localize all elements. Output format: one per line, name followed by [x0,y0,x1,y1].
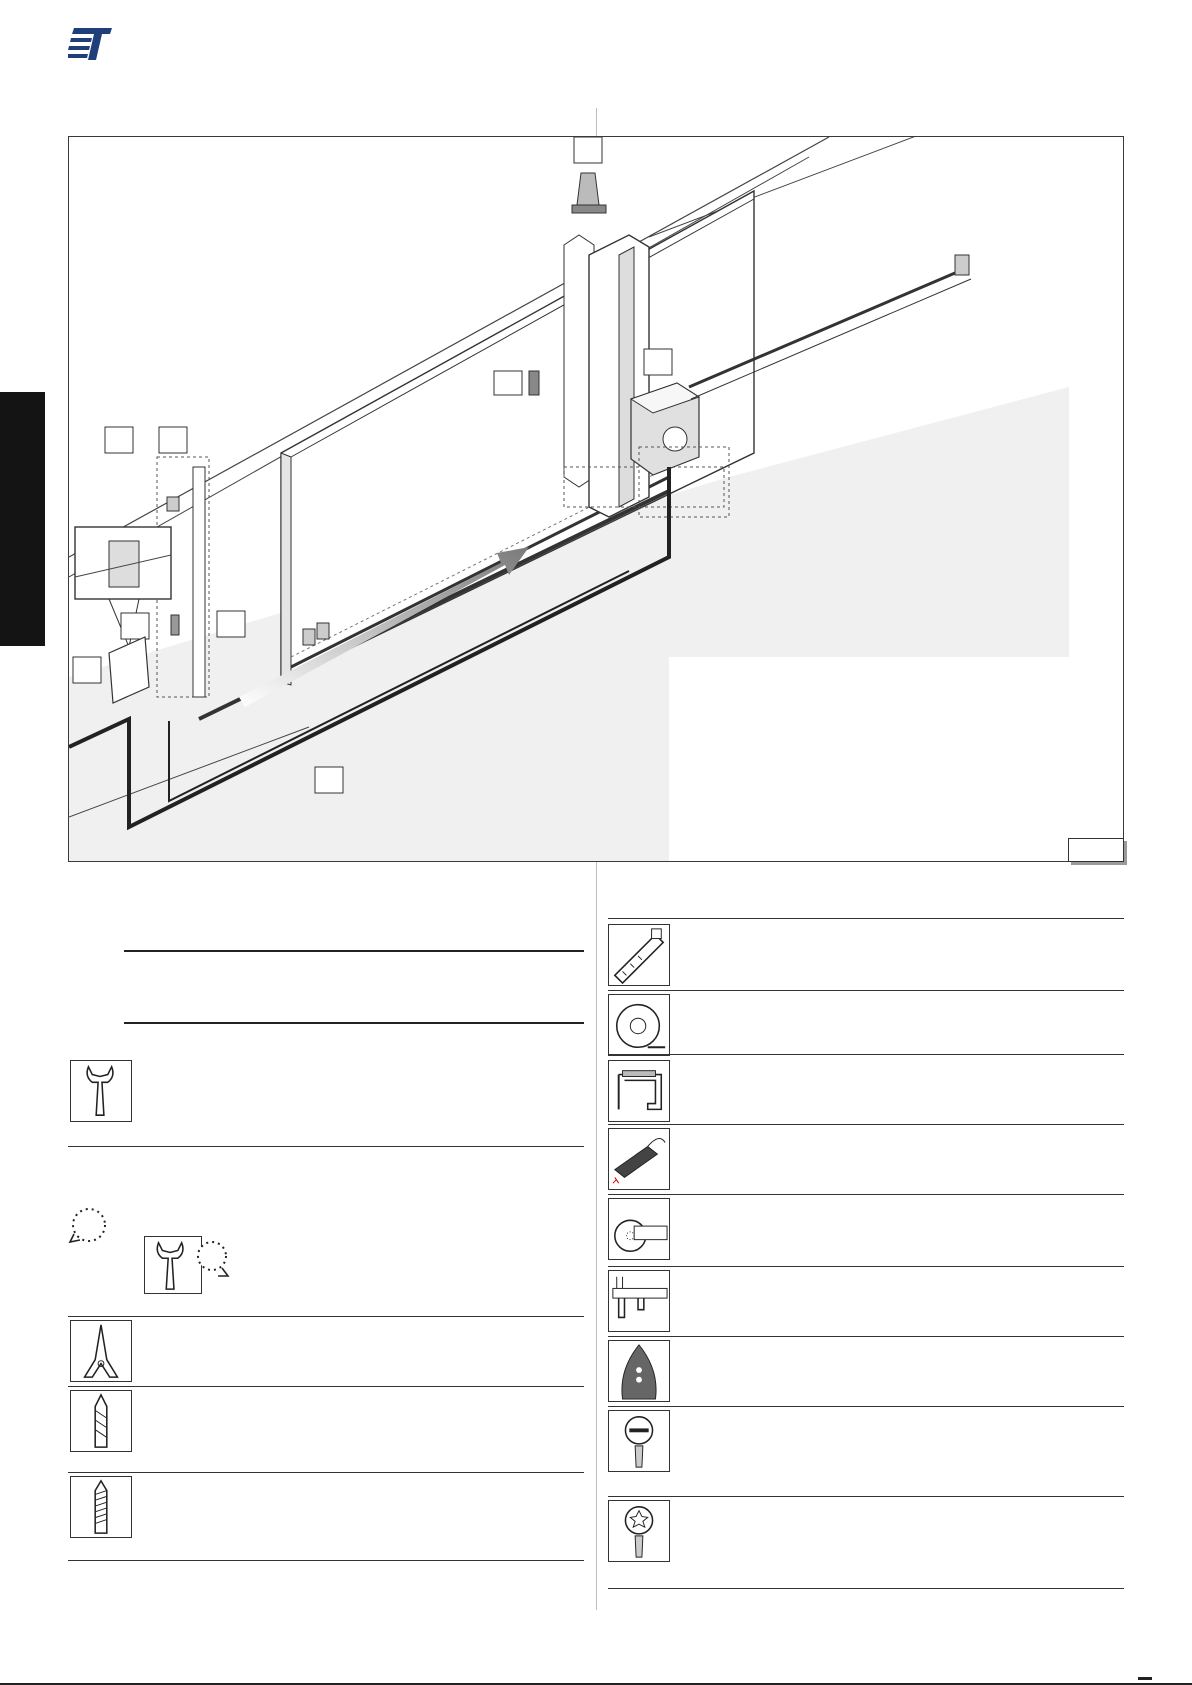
installation-diagram [68,136,1124,862]
torque-rotation-icon [68,1204,110,1246]
right-rule-4 [608,1124,1124,1125]
left-rule-7 [68,1560,584,1561]
figure-tab [1068,838,1124,862]
right-rule-8 [608,1406,1124,1407]
drill-bit-icon [70,1390,132,1452]
left-rule-1 [124,950,584,952]
c-clamp-icon [608,1060,670,1122]
cable-stripper-icon [70,1320,132,1382]
left-rule-2 [124,1022,584,1024]
left-rule-6 [68,1472,584,1473]
right-rule-9 [608,1496,1124,1497]
left-rule-4 [68,1316,584,1317]
tap-icon [70,1476,132,1538]
column-divider [596,862,597,1610]
left-rule-3 [68,1146,584,1147]
right-rule-6 [608,1266,1124,1267]
wrench-icon [70,1060,132,1122]
et-brand-logo-icon [68,26,112,62]
left-rule-5 [68,1386,584,1387]
torx-screwdriver-icon [608,1500,670,1562]
tape-measure-icon [608,994,670,1056]
right-rule-7 [608,1336,1124,1337]
rotation-arrow-icon [194,1236,230,1280]
right-rule-10 [608,1588,1124,1589]
spirit-level-icon [608,924,670,986]
flat-screwdriver-icon [608,1410,670,1472]
right-rule-5 [608,1194,1124,1195]
welder-icon [608,1128,670,1190]
wire-stripper-icon [608,1340,670,1402]
caliper-icon [608,1270,670,1332]
photocell-icon [494,371,539,395]
right-rule-2 [608,990,1124,991]
right-rule-3 [608,1054,1124,1055]
warning-light-icon [572,137,606,213]
angle-grinder-icon [608,1198,670,1260]
right-rule-1 [608,918,1124,919]
page-number-mark [1138,1677,1152,1680]
section-side-tab [0,392,45,646]
column-divider-top [596,108,597,136]
